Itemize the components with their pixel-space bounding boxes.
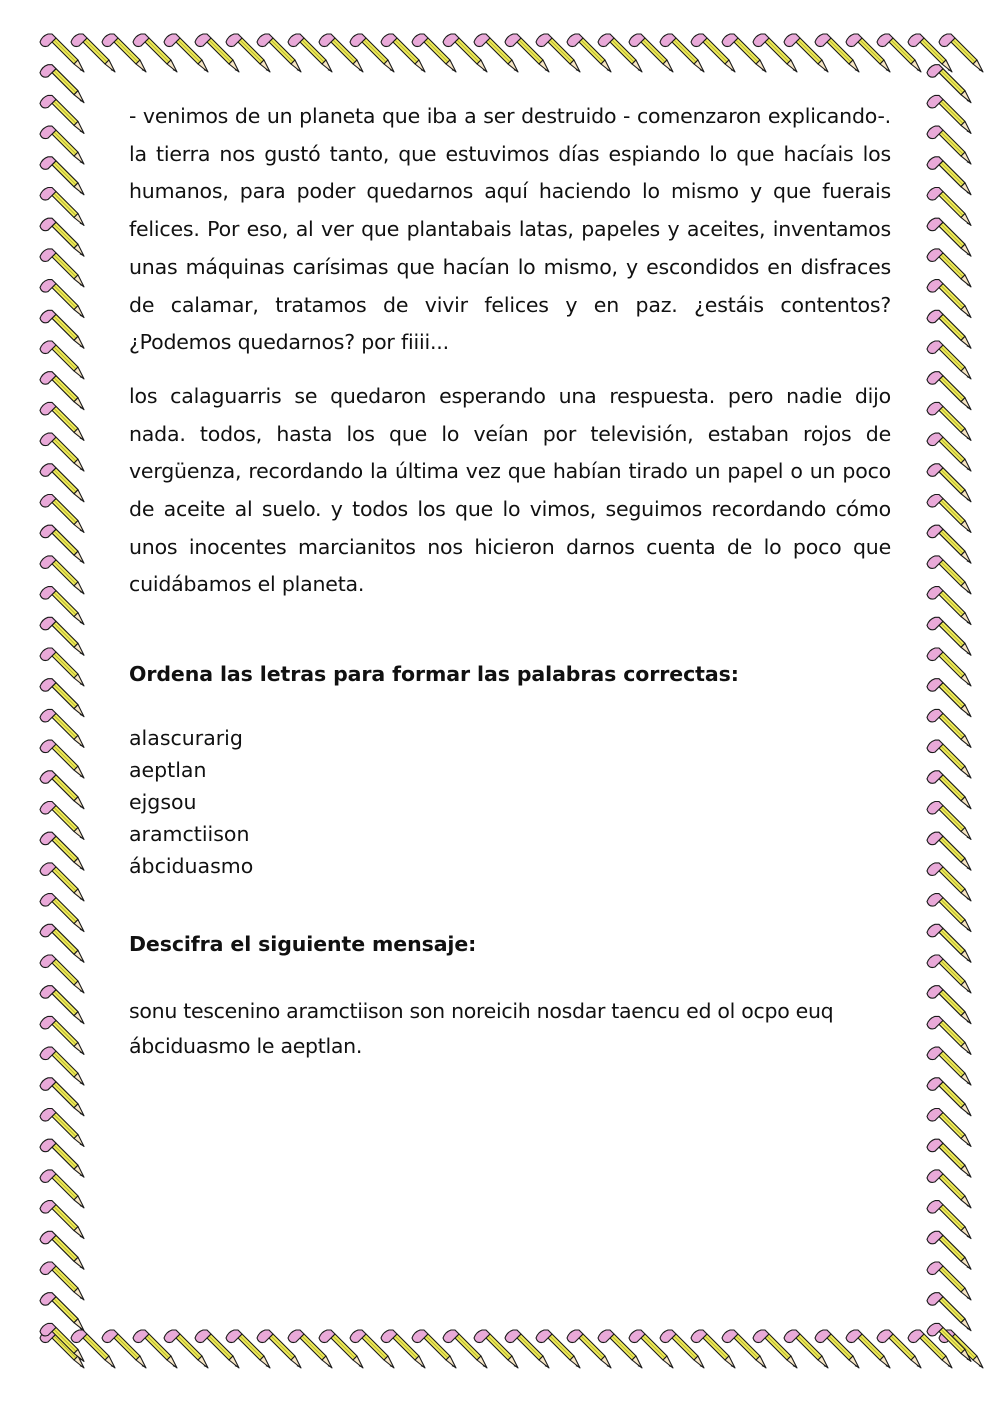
- pencil-icon: [877, 34, 921, 72]
- pencil-icon: [927, 709, 971, 747]
- pencil-icon: [536, 34, 580, 72]
- pencil-icon: [40, 1293, 84, 1331]
- pencil-icon: [288, 1330, 332, 1368]
- worksheet-content: [129, 98, 891, 1064]
- pencil-icon: [40, 924, 84, 962]
- pencil-icon: [40, 617, 84, 655]
- pencil-icon: [927, 341, 971, 379]
- pencil-icon: [927, 679, 971, 717]
- coded-message: sonu tescenino aramctiison son noreicih nosdar taencu ed ol ocpo euq ábciduasmo le aeptlan.: [129, 999, 834, 1059]
- pencil-icon: [40, 1231, 84, 1269]
- pencil-icon: [40, 402, 84, 440]
- pencil-icon: [722, 1330, 766, 1368]
- pencil-icon: [40, 525, 84, 563]
- pencil-icon: [927, 1078, 971, 1116]
- pencil-icon: [927, 986, 971, 1024]
- scrambled-word-list: [129, 722, 891, 882]
- pencil-icon: [691, 1330, 735, 1368]
- pencil-icon: [567, 34, 611, 72]
- pencil-icon: [40, 157, 84, 195]
- pencil-icon: [927, 894, 971, 932]
- pencil-icon: [40, 894, 84, 932]
- pencil-icon: [40, 1109, 84, 1147]
- pencil-icon: [350, 1330, 394, 1368]
- pencil-icon: [927, 617, 971, 655]
- pencil-icon: [691, 34, 735, 72]
- pencil-icon: [71, 1330, 115, 1368]
- pencil-icon: [226, 1330, 270, 1368]
- pencil-icon: [40, 372, 84, 410]
- pencil-icon: [927, 95, 971, 133]
- pencil-icon: [927, 648, 971, 686]
- pencil-icon: [927, 1109, 971, 1147]
- pencil-icon: [40, 310, 84, 348]
- pencil-icon: [927, 188, 971, 226]
- pencil-icon: [908, 34, 952, 72]
- pencil-icon: [927, 1016, 971, 1054]
- pencil-icon: [927, 1139, 971, 1177]
- pencil-icon: [536, 1330, 580, 1368]
- pencil-icon: [40, 1016, 84, 1054]
- scrambled-word: ábciduasmo: [129, 854, 254, 879]
- pencil-icon: [40, 249, 84, 287]
- pencil-icon: [40, 433, 84, 471]
- pencil-icon: [784, 34, 828, 72]
- pencil-icon: [927, 402, 971, 440]
- pencil-icon: [505, 34, 549, 72]
- pencil-icon: [660, 1330, 704, 1368]
- pencil-icon: [40, 832, 84, 870]
- pencil-icon: [846, 34, 890, 72]
- pencil-icon: [927, 372, 971, 410]
- pencil-icon: [908, 1330, 952, 1368]
- pencil-icon: [629, 1330, 673, 1368]
- pencil-icon: [474, 34, 518, 72]
- pencil-icon: [927, 863, 971, 901]
- scrambled-word: aeptlan: [129, 758, 207, 783]
- pencil-icon: [927, 771, 971, 809]
- pencil-icon: [927, 249, 971, 287]
- pencil-icon: [927, 495, 971, 533]
- pencil-icon: [381, 34, 425, 72]
- pencil-icon: [40, 1170, 84, 1208]
- pencil-icon: [567, 1330, 611, 1368]
- pencil-icon: [927, 924, 971, 962]
- pencil-icon: [40, 65, 84, 103]
- exercise-2-title: Descifra el siguiente mensaje:: [129, 932, 477, 957]
- pencil-icon: [40, 802, 84, 840]
- pencil-icon: [443, 1330, 487, 1368]
- pencil-icon: [927, 1231, 971, 1269]
- exercise-1-title: Ordena las letras para formar las palabras correctas:: [129, 662, 739, 687]
- scrambled-word: alascurarig: [129, 726, 243, 751]
- pencil-icon: [195, 34, 239, 72]
- pencil-icon: [927, 955, 971, 993]
- pencil-icon: [40, 709, 84, 747]
- pencil-icon: [40, 679, 84, 717]
- pencil-icon: [40, 34, 84, 72]
- pencil-icon: [927, 1047, 971, 1085]
- pencil-icon: [927, 310, 971, 348]
- pencil-icon: [927, 556, 971, 594]
- pencil-icon: [722, 34, 766, 72]
- pencil-icon: [40, 280, 84, 318]
- pencil-icon: [598, 1330, 642, 1368]
- pencil-icon: [753, 34, 797, 72]
- pencil-icon: [927, 65, 971, 103]
- scrambled-word: ejgsou: [129, 790, 197, 815]
- pencil-icon: [927, 433, 971, 471]
- pencil-icon: [257, 1330, 301, 1368]
- pencil-icon: [40, 95, 84, 133]
- pencil-icon: [660, 34, 704, 72]
- pencil-icon: [629, 34, 673, 72]
- pencil-icon: [927, 525, 971, 563]
- pencil-icon: [927, 587, 971, 625]
- pencil-icon: [319, 34, 363, 72]
- pencil-icon: [505, 1330, 549, 1368]
- pencil-icon: [927, 832, 971, 870]
- pencil-icon: [40, 986, 84, 1024]
- pencil-icon: [927, 1201, 971, 1239]
- pencil-icon: [412, 34, 456, 72]
- pencil-icon: [40, 188, 84, 226]
- pencil-icon: [927, 1170, 971, 1208]
- pencil-icon: [133, 1330, 177, 1368]
- pencil-icon: [40, 495, 84, 533]
- pencil-icon: [815, 34, 859, 72]
- pencil-icon: [40, 771, 84, 809]
- pencil-icon: [598, 34, 642, 72]
- pencil-icon: [927, 157, 971, 195]
- pencil-icon: [133, 34, 177, 72]
- pencil-icon: [40, 1201, 84, 1239]
- pencil-icon: [40, 1262, 84, 1300]
- pencil-icon: [412, 1330, 456, 1368]
- pencil-icon: [40, 556, 84, 594]
- pencil-icon: [815, 1330, 859, 1368]
- pencil-icon: [927, 802, 971, 840]
- pencil-icon: [102, 34, 146, 72]
- pencil-icon: [40, 464, 84, 502]
- pencil-icon: [40, 587, 84, 625]
- pencil-icon: [381, 1330, 425, 1368]
- pencil-icon: [40, 863, 84, 901]
- pencil-icon: [939, 34, 983, 72]
- pencil-icon: [71, 34, 115, 72]
- pencil-icon: [288, 34, 332, 72]
- story-paragraph-1: - venimos de un planeta que iba a ser destruido - comenzaron explicando-. la tierra nos gustó tanto, que estuvimos días espiando lo que hacíais los humanos, para poder quedarnos aquí haciendo lo mismo y que fuerais felices. Por eso, al ver que plantabais latas, papeles y aceites, inventamos unas máquinas carísimas que hacían lo mismo, y escondidos en disfraces de calamar, tratamos de vivir felices y en paz. ¿estáis contentos? ¿Podemos quedarnos? por fiiii...: [129, 104, 891, 355]
- pencil-icon: [40, 341, 84, 379]
- pencil-icon: [40, 1078, 84, 1116]
- pencil-icon: [877, 1330, 921, 1368]
- pencil-icon: [40, 218, 84, 256]
- pencil-icon: [443, 34, 487, 72]
- pencil-icon: [927, 1293, 971, 1331]
- pencil-icon: [939, 1330, 983, 1368]
- pencil-icon: [40, 126, 84, 164]
- pencil-icon: [102, 1330, 146, 1368]
- pencil-icon: [40, 1139, 84, 1177]
- pencil-icon: [164, 34, 208, 72]
- pencil-icon: [927, 280, 971, 318]
- pencil-icon: [40, 1330, 84, 1368]
- pencil-icon: [927, 1323, 971, 1361]
- pencil-icon: [784, 1330, 828, 1368]
- pencil-icon: [927, 126, 971, 164]
- pencil-icon: [226, 34, 270, 72]
- pencil-icon: [350, 34, 394, 72]
- pencil-icon: [40, 1047, 84, 1085]
- pencil-icon: [195, 1330, 239, 1368]
- pencil-icon: [40, 955, 84, 993]
- story-paragraph-2: los calaguarris se quedaron esperando una respuesta. pero nadie dijo nada. todos, hasta los que lo veían por televisión, estaban rojos de vergüenza, recordando la última vez que habían tirado un papel o un poco de aceite al suelo. y todos los que lo vimos, seguimos recordando cómo unos inocentes marcianitos nos hicieron darnos cuenta de lo poco que cuidábamos el planeta.: [129, 383, 891, 597]
- pencil-icon: [474, 1330, 518, 1368]
- pencil-icon: [319, 1330, 363, 1368]
- pencil-icon: [927, 218, 971, 256]
- pencil-icon: [927, 740, 971, 778]
- pencil-icon: [40, 740, 84, 778]
- pencil-icon: [164, 1330, 208, 1368]
- pencil-icon: [927, 464, 971, 502]
- pencil-icon: [846, 1330, 890, 1368]
- pencil-icon: [40, 648, 84, 686]
- pencil-icon: [257, 34, 301, 72]
- pencil-icon: [40, 1323, 84, 1361]
- scrambled-word: aramctiison: [129, 822, 250, 847]
- pencil-icon: [927, 1262, 971, 1300]
- pencil-icon: [753, 1330, 797, 1368]
